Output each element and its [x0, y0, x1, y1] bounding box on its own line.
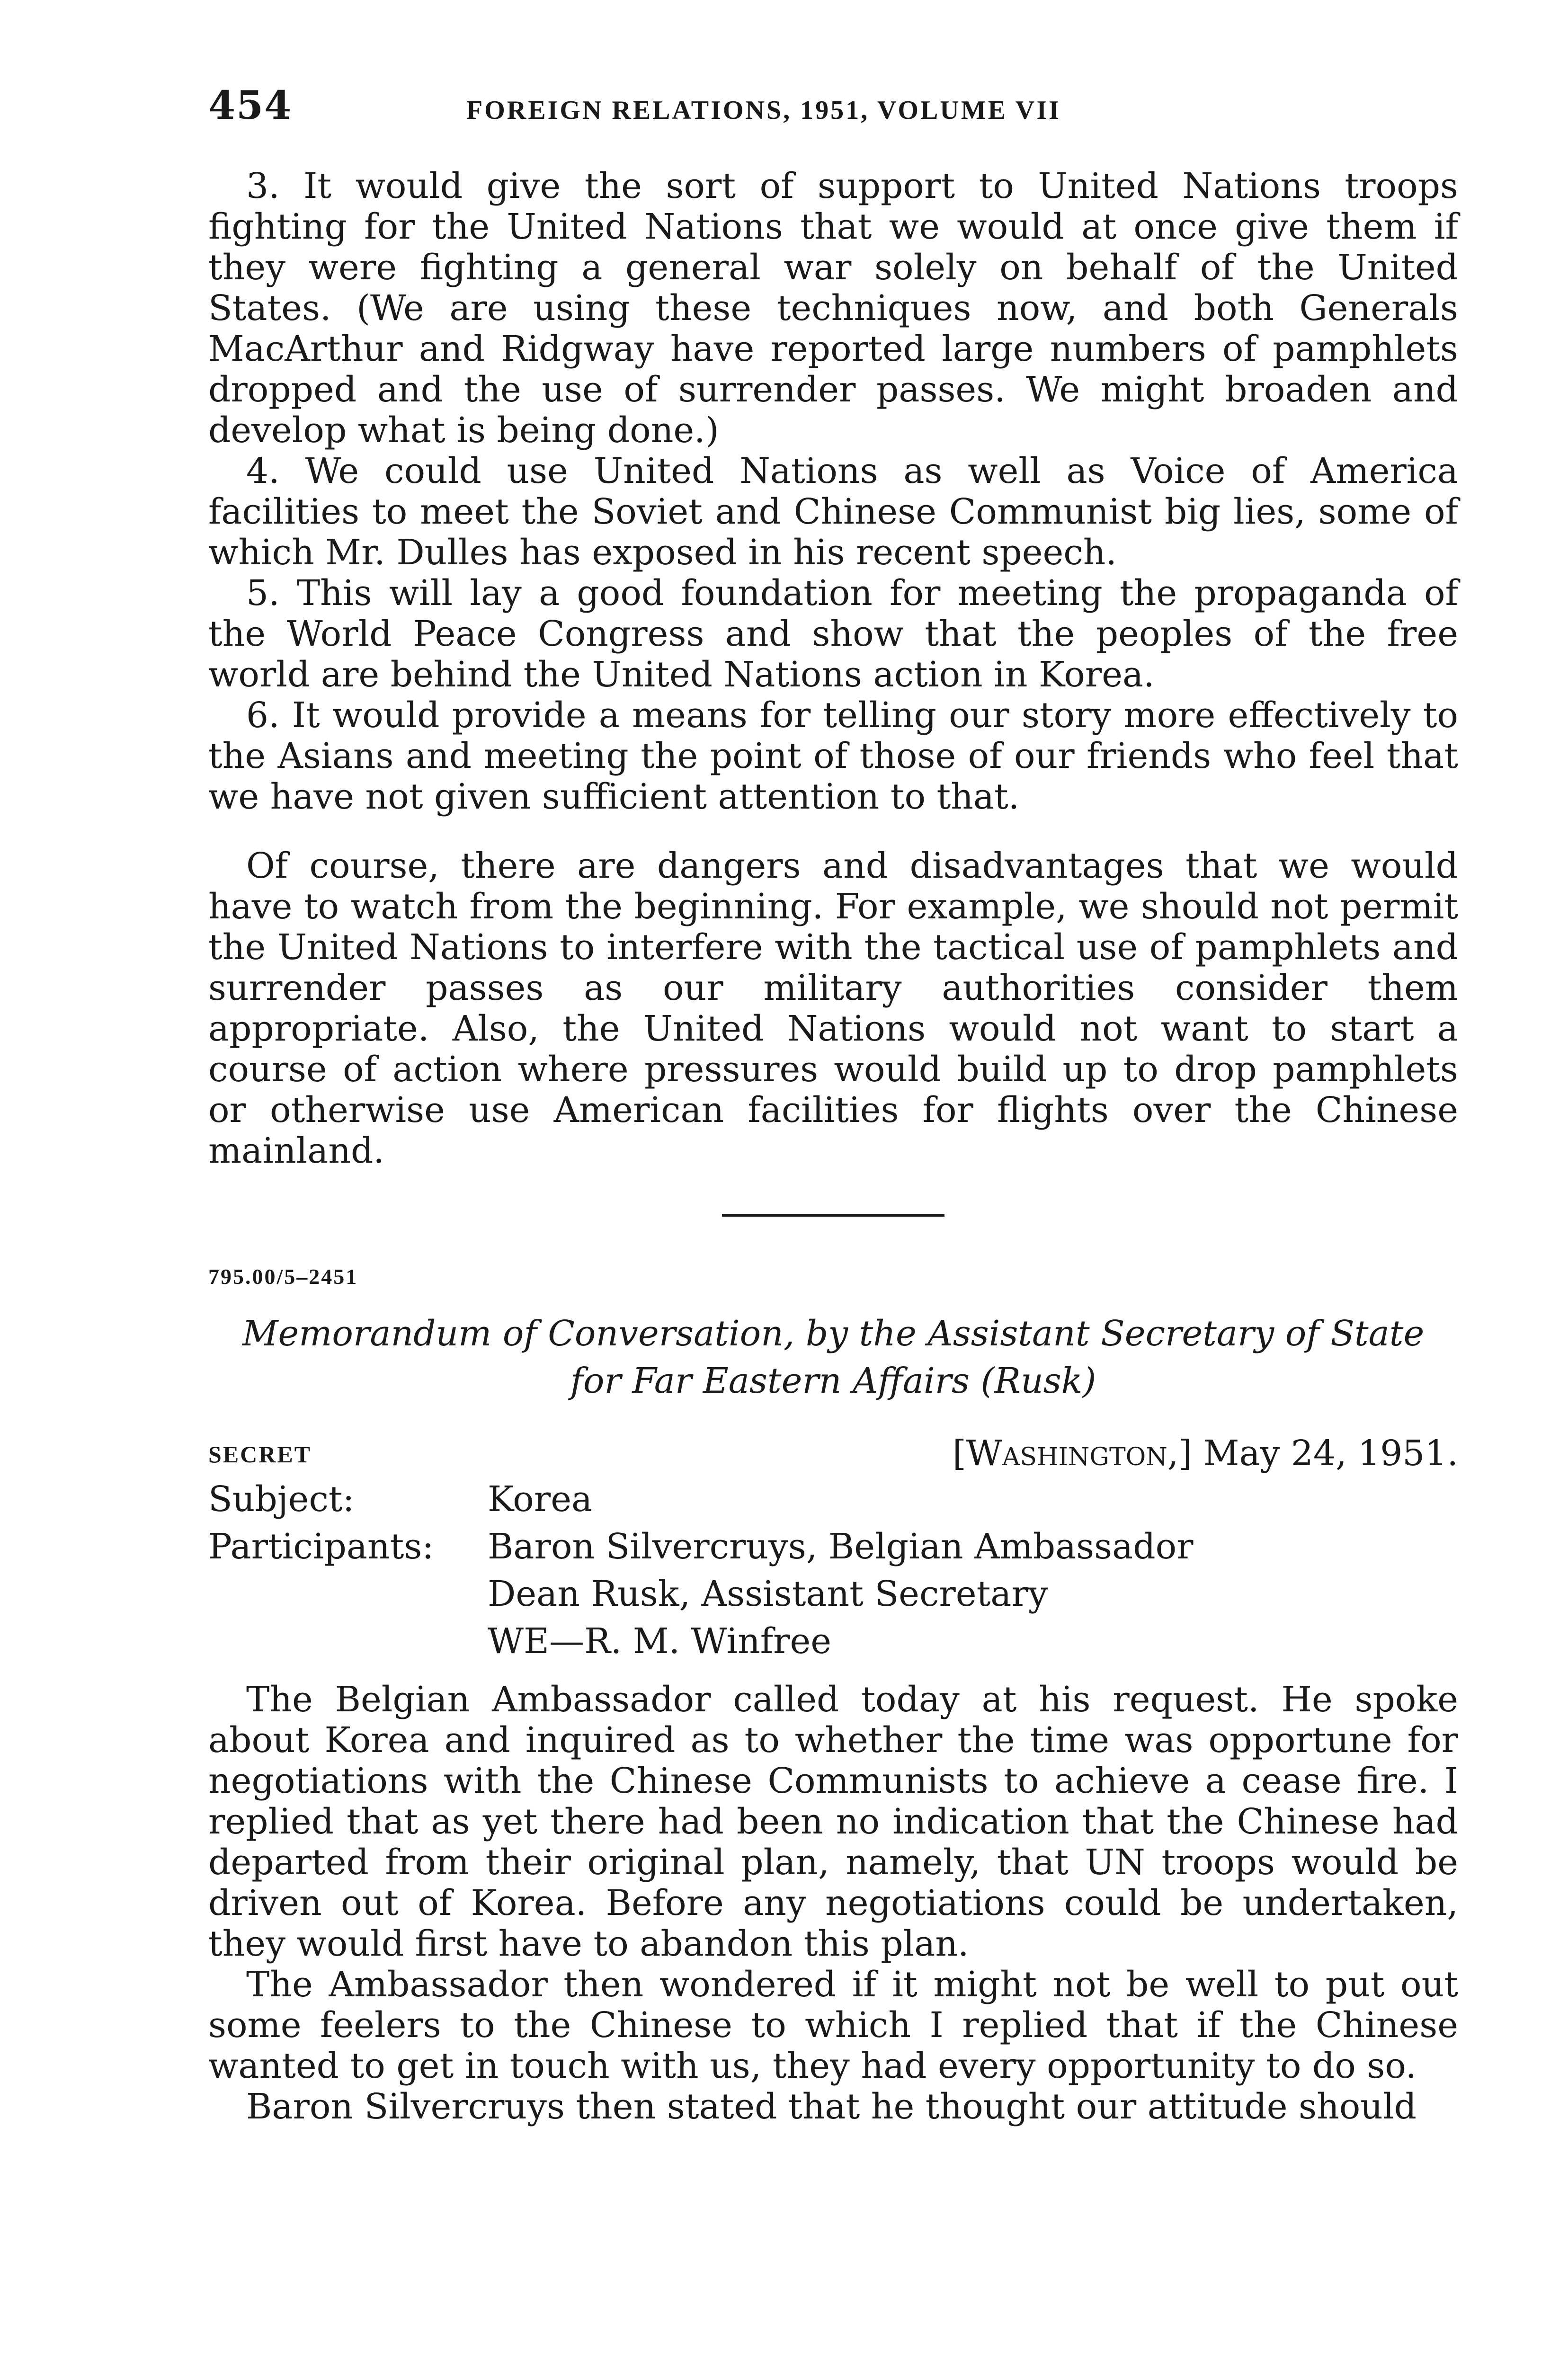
memo-paragraph: Baron Silvercruys then stated that he thought our attitude should [246, 2086, 1417, 2127]
memo-paragraph: The Belgian Ambassador called today at his request. He spoke about Korea and inquired as to whether the time was opportune for negotiations with the Chinese Communists to achieve a cease fire. I replied that as yet there had been no indication that the Chinese had departed from their original plan, namely, that UN troops would be driven out of Korea. Before any negotiations could be undertaken, they would first have to abandon this plan. [208, 1679, 1458, 1964]
page-header [208, 83, 1458, 135]
participant: Baron Silvercruys, Belgian Ambassador [488, 1526, 1194, 1567]
page-body [208, 166, 1458, 2127]
spacer [208, 817, 1458, 845]
participant: WE—R. M. Winfree [488, 1621, 832, 1662]
spacer [208, 1665, 1458, 1679]
numbered-point-3: 3. It would give the sort of support to United Nations troops fighting for the United Nations that we would at once give them if they were fighting a general war solely on behalf of the United States. (We are using these techniques now, and both Generals MacArthur and Ridgway have reported large numbers of pamphlets dropped and the use of surrender passes. We might broaden and develop what is being done.) [208, 166, 1458, 451]
participants-list [488, 1523, 1194, 1665]
subject-row [208, 1476, 1458, 1523]
memo-paragraph: The Ambassador then wondered if it might not be well to put out some feelers to the Chinese to which I replied that if the Chinese wanted to get in touch with us, they had every opportunity to do so. [208, 1964, 1458, 2086]
memo-title [208, 1310, 1458, 1405]
dateline-place: [Washington,] [952, 1433, 1193, 1474]
classification-row [208, 1433, 1458, 1476]
dateline-date: May 24, 1951. [1203, 1433, 1458, 1474]
section-divider [722, 1214, 944, 1217]
file-number: 795.00/5–2451 [208, 1264, 358, 1289]
page-number: 454 [208, 83, 293, 128]
memo-title-line-1: Memorandum of Conversation, by the Assistant Secretary of State [242, 1313, 1425, 1354]
participant: Dean Rusk, Assistant Secretary [488, 1574, 1048, 1614]
dateline [953, 1433, 1458, 1474]
subject-label: Subject: [208, 1479, 355, 1520]
running-head: FOREIGN RELATIONS, 1951, VOLUME VII [466, 96, 1061, 125]
classification-marking: SECRET [208, 1441, 312, 1468]
subject-value: Korea [488, 1479, 593, 1520]
participants-row [208, 1523, 1458, 1665]
closing-paragraph: Of course, there are dangers and disadvantages that we would have to watch from the beginning. For example, we should not permit the United Nations to interfere with the tactical use of pamphlets and surrender passes as our military authorities consider them appropriate. Also, the United Nations would not want to start a course of action where pressures would build up to drop pamphlets or otherwise use American facilities for flights over the Chinese mainland. [208, 845, 1458, 1171]
numbered-point-5: 5. This will lay a good foundation for meeting the propaganda of the World Peace Congress and show that the peoples of the free world are behind the United Nations action in Korea. [208, 573, 1458, 695]
memo-title-line-2: for Far Eastern Affairs (Rusk) [570, 1361, 1096, 1401]
numbered-point-6: 6. It would provide a means for telling our story more effectively to the Asians and meeting the point of those of our friends who feel that we have not given sufficient attention to that. [208, 695, 1458, 817]
numbered-point-4: 4. We could use United Nations as well as Voice of America facilities to meet the Soviet and Chinese Communist big lies, some of which Mr. Dulles has exposed in his recent speech. [208, 451, 1458, 573]
participants-label: Participants: [208, 1526, 434, 1567]
